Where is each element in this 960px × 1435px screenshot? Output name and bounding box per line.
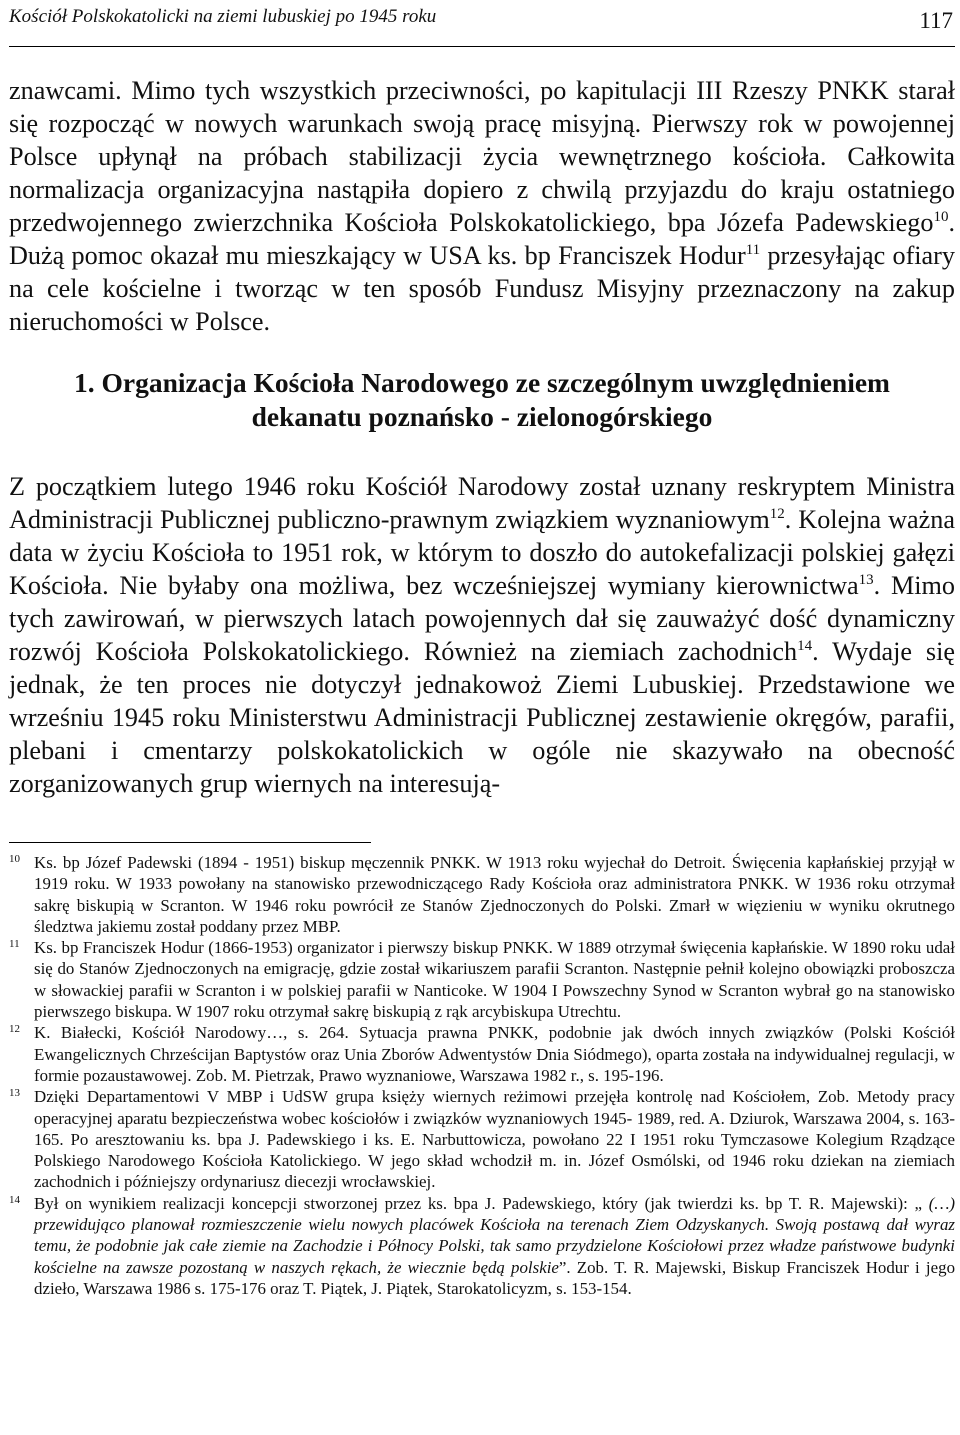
paragraph-text: . Dużą pomoc okazał mu mieszkający w USA ks. bp Franciszek Hodur <box>9 208 955 270</box>
footnote-ref: 13 <box>858 572 874 588</box>
paragraph-text: . Kolejna ważna data w życiu Kościoła to 1951 rok, w którym to doszło do autokefalizacji polskiej gałęzi Kościoła. Nie byłaby ona możliwa, bez wcześniejszej wymiany kierownictwa <box>9 505 955 600</box>
paragraph <box>9 74 955 338</box>
footnote-text: Ks. bp Józef Padewski (1894 - 1951) biskup męczennik PNKK. W 1913 roku wyjechał do Detroit. Święcenia kapłańskiej przyjął w 1919 roku. W 1933 powołany na stanowisko przewodniczącego Rady Kościoła oraz administratora PNKK. W 1936 roku otrzymał sakrę biskupią w Scranton. W 1946 roku powrócił ze Stanów Zjednoczonych do Polski. Zmarł w więzieniu w wyniku okrutnego śledztwa jakiemu został poddany przez MBP. <box>34 853 955 936</box>
paragraph-text: . Wydaje się jednak, że ten proces nie dotyczył jednakowoż Ziemi Lubuskiej. Przedstawione we wrześniu 1945 roku Ministerstwu Administracji Publicznej zestawienie okręgów, parafii, plebani i cmentarzy polskokatolickich w ogóle nie skazywało na obecność zorganizowanych grup wiernych na interesują- <box>9 637 955 798</box>
document-page <box>9 0 955 1299</box>
footnote-number: 12 <box>9 1023 20 1036</box>
footnotes <box>9 852 955 1299</box>
page-number: 117 <box>919 8 953 33</box>
footnote-text: K. Białecki, Kościół Narodowy…, s. 264. Sytuacja prawna PNKK, podobnie jak dwóch innych związków (Polski Kościół Ewangelicznych Chrześcijan Baptystów oraz Unia Zborów Adwentystów Dnia Siódmego), oparta została na indywidualnej regulacji, w formie pozaustawowej. Zob. M. Pietrzak, Prawo wyznaniowe, Warszawa 1982 r., s. 195-196. <box>34 1023 955 1085</box>
footnote <box>9 1086 955 1192</box>
footnote-text: Dzięki Departamentowi V MBP i UdSW grupa księży wiernych reżimowi przejęła kontrolę nad Kościołem, Zob. Metody pracy operacyjnej aparatu bezpieczeństwa wobec kościołów i związków wyznaniowych 1945- 1989, red. A. Dziurok, Warszawa 2004, s. 163-165. Po aresztowaniu ks. bpa J. Padewskiego i ks. E. Narbuttowicza, powołano 22 I 1951 roku Tymczasowe Kolegium Rządzące Polskiego Narodowego Kościoła Katolickiego. W jego skład wchodził m. in. Józef Osmólski, od 1946 roku dziekan na ziemiach zachodnich i późniejszy ordynariusz diecezji wrocławskiej. <box>34 1087 955 1192</box>
section-heading <box>9 366 955 434</box>
paragraph-text: znawcami. Mimo tych wszystkich przeciwności, po kapitulacji III Rzeszy PNKK starał się rozpocząć w nowych warunkach swoją pracę misyjną. Pierwszy rok w powojennej Polsce upłynął na próbach stabilizacji życia wewnętrznego kościoła. Całkowita normalizacja organizacyjna nastąpiła dopiero z chwilą przyjazdu do kraju ostatniego przedwojennego zwierzchnika Kościoła Polskokatolickiego, bpa Józefa Padewskiego <box>9 76 955 237</box>
main-text <box>9 74 955 800</box>
footnote-ref: 11 <box>745 242 761 258</box>
footnote-divider <box>9 842 371 843</box>
section-heading-line: 1. Organizacja Kościoła Narodowego ze szczególnym uwzględnieniem <box>74 367 890 398</box>
footnote-text: Ks. bp Franciszek Hodur (1866-1953) organizator i pierwszy biskup PNKK. W 1889 otrzymał święcenia kapłańskie. W 1890 roku udał się do Stanów Zjednoczonych na emigrację, gdzie został wikariuszem parafii Scranton. Następnie pełnił kolejno obowiązki proboszcza w słowackiej parafii w Scranton i w polskiej parafii w Nanticoke. W 1904 I Powszechny Synod w Scranton wybrał go na stanowisko pierwszego biskupa. W 1907 roku otrzymał sakrę biskupią z rąk arcybiskupa Utrechtu. <box>34 938 955 1022</box>
footnote <box>9 1022 955 1086</box>
footnote <box>9 852 955 937</box>
footnote-ref: 14 <box>797 638 813 654</box>
footnote-ref: 10 <box>933 209 949 225</box>
footnote-ref: 12 <box>769 506 785 522</box>
paragraph-text: . Mimo tych zawirowań, w pierwszych latach powojennych dał się zauważyć dość dynamiczny rozwój Kościoła Polskokatolickiego. Również na ziemiach zachodnich <box>9 571 955 666</box>
footnote-number: 13 <box>9 1087 20 1100</box>
footnote-quote: (…) przewidująco planował rozmieszczenie wielu nowych placówek Kościoła na terenach Ziem Odzyskanych. Swoją postawą dał wyraz temu, że podobnie jak całe ziemie na Zachodzie i Północy Polski, tak samo przydzielone Kościołowi przez władze państwowe budynki kościelne na zawsze pozostaną w naszych rękach, że wiecznie będą polskie <box>34 1193 955 1277</box>
footnote-number: 14 <box>9 1193 20 1206</box>
paragraph-text: Z początkiem lutego 1946 roku Kościół Narodowy został uznany reskryptem Ministra Administracji Publicznej publiczno-prawnym związkiem wyznaniowym <box>9 472 955 534</box>
footnote-text: Był on wynikiem realizacji koncepcji stworzonej przez ks. bpa J. Padewskiego, który (jak twierdzi ks. bp T. R. Majewski): „ <box>34 1193 929 1213</box>
footnote-number: 11 <box>9 938 20 951</box>
running-title: Kościół Polskokatolicki na ziemi lubuskiej po 1945 roku <box>9 6 437 27</box>
section-heading-line: dekanatu poznańsko - zielonogórskiego <box>251 401 713 432</box>
footnote-text: ”. Zob. T. R. Majewski, Biskup Franciszek Hodur i jego dzieło, Warszawa 1986 s. 175-176 oraz T. Piątek, J. Piątek, Starokatolicyzm, s. 153-154. <box>34 1257 956 1298</box>
page-header <box>9 6 955 47</box>
paragraph <box>9 470 955 800</box>
footnote <box>9 937 955 1022</box>
paragraph-text: przesyłając ofiary na cele kościelne i tworząc w ten sposób Fundusz Misyjny przeznaczony na zakup nieruchomości w Polsce. <box>9 241 955 336</box>
footnote <box>9 1193 955 1299</box>
footnote-number: 10 <box>9 853 20 865</box>
